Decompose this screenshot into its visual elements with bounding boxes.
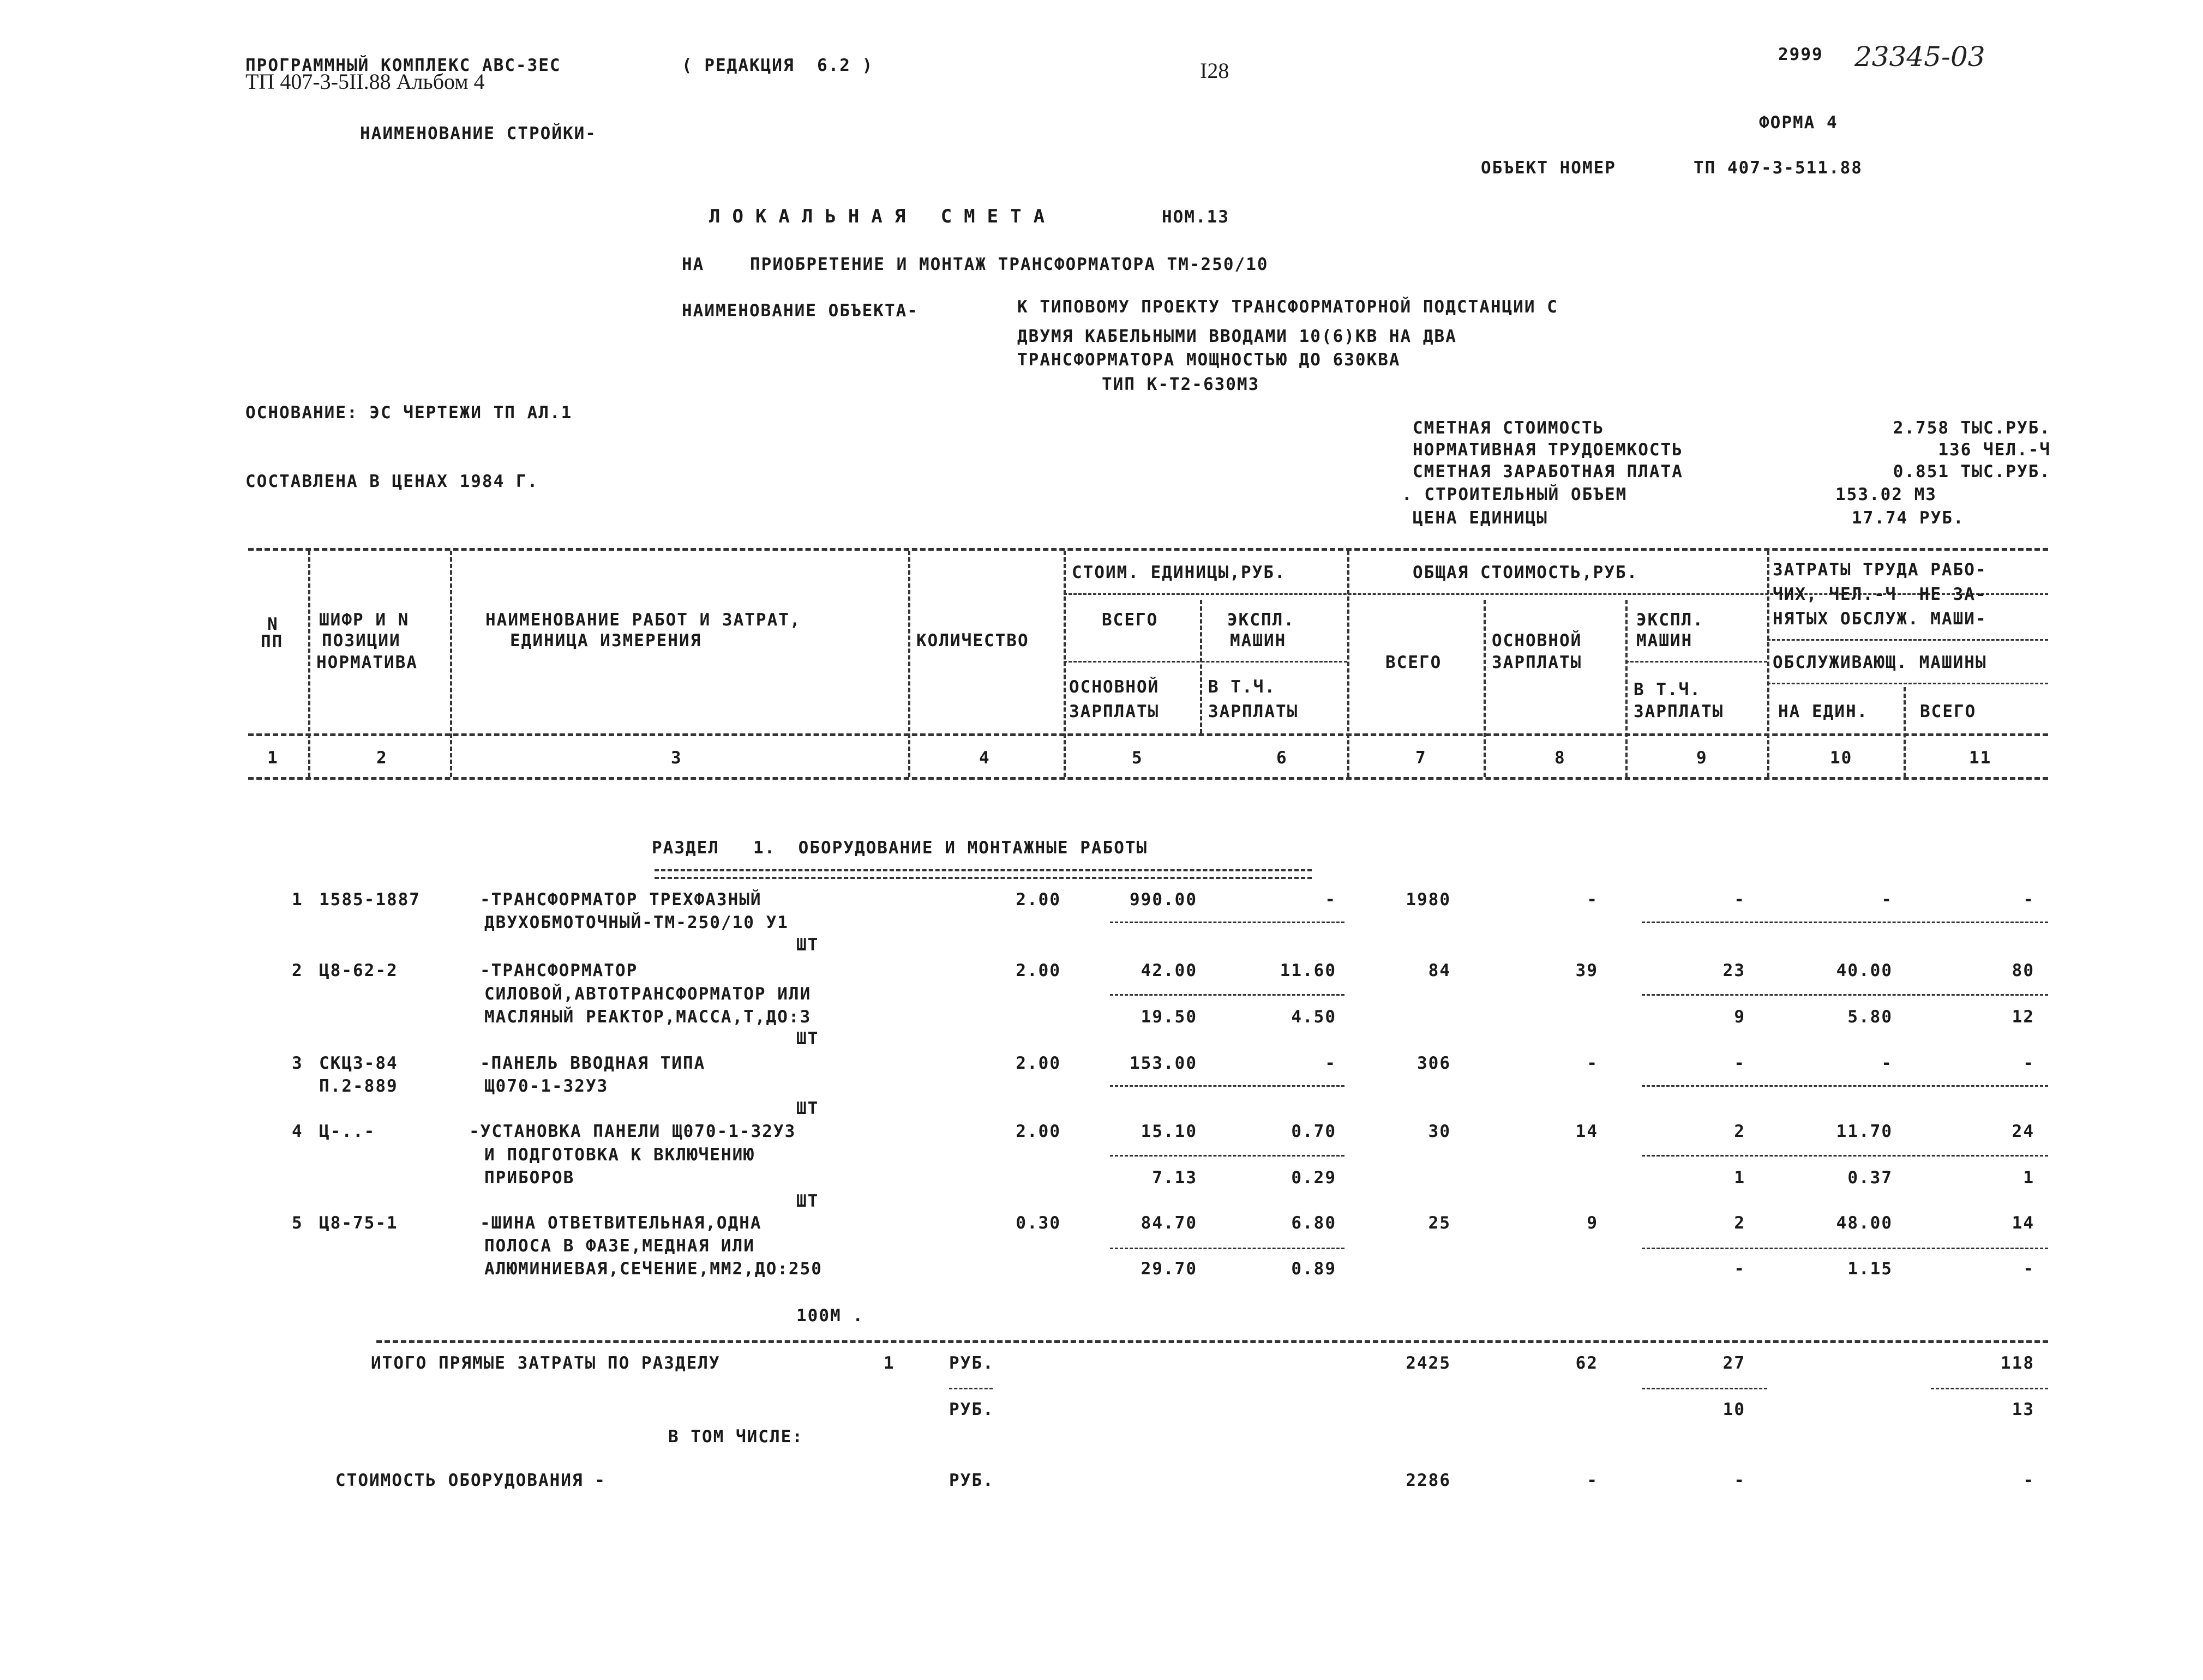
summary-label-4: . СТРОИТЕЛЬНЫЙ ОБЪЕМ xyxy=(1402,485,1628,504)
hdr-unit-cost-group: СТОИМ. ЕДИНИЦЫ,РУБ. xyxy=(1072,563,1286,582)
totals-subdivider xyxy=(949,1388,993,1389)
row-qty: 0.30 xyxy=(1016,1213,1061,1233)
row-name-line: -ШИНА ОТВЕТВИТЕЛЬНАЯ,ОДНА xyxy=(480,1213,762,1233)
row-total-mach-wage: 9 xyxy=(1734,1007,1745,1027)
table-numbers-bottom xyxy=(248,777,2048,780)
row-number: 5 xyxy=(292,1213,303,1233)
row-labor-unit: 40.00 xyxy=(1836,961,1893,980)
row-unit: ШТ xyxy=(796,935,819,955)
summary-value-2: 136 ЧЕЛ.-Ч xyxy=(1938,440,2051,460)
hdr-total-mach-wage-2: ЗАРПЛАТЫ xyxy=(1634,702,1724,721)
row-labor-unit: - xyxy=(1881,890,1893,910)
row-code: Ц-..- xyxy=(319,1122,376,1141)
row-subdivider xyxy=(1110,994,1344,996)
col-sep-7 xyxy=(1484,600,1486,777)
col-num-6: 6 xyxy=(1276,748,1288,768)
row-number: 4 xyxy=(292,1122,303,1141)
col-sep-8 xyxy=(1625,600,1628,777)
row-unit-total: 990.00 xyxy=(1130,890,1197,910)
hdr-code-2: ПОЗИЦИИ xyxy=(322,631,401,651)
row-labor-unit: 48.00 xyxy=(1836,1213,1893,1233)
hdr-total-mach-wage-1: В Т.Ч. xyxy=(1634,680,1701,700)
album-label: ТП 407-3-5II.88 Альбом 4 xyxy=(245,69,485,94)
row-code: Ц8-62-2 xyxy=(319,961,398,980)
equipment-cost-unit: РУБ. xyxy=(949,1471,994,1490)
summary-label-3: СМЕТНАЯ ЗАРАБОТНАЯ ПЛАТА xyxy=(1413,462,1683,481)
totals-label: ИТОГО ПРЯМЫЕ ЗАТРАТЫ ПО РАЗДЕЛУ xyxy=(371,1353,721,1373)
hdr-total-all: ВСЕГО xyxy=(1385,653,1442,672)
col-num-7: 7 xyxy=(1415,748,1427,768)
code-handwritten: 23345-03 xyxy=(1854,41,1985,73)
row-unit-total: 84.70 xyxy=(1140,1213,1197,1233)
row-name-line: ПОЛОСА В ФАЗЕ,МЕДНАЯ ИЛИ xyxy=(484,1236,755,1256)
row-labor-total-b: 12 xyxy=(2012,1007,2034,1027)
hdr-code-3: НОРМАТИВА xyxy=(316,653,418,672)
prices-line: СОСТАВЛЕНА В ЦЕНАХ 1984 Г. xyxy=(245,472,539,491)
summary-value-1: 2.758 ТЫС.РУБ. xyxy=(1893,418,2051,438)
totals-total-all: 2425 xyxy=(1406,1353,1451,1373)
form-label: ФОРМА 4 xyxy=(1759,113,1838,133)
col-num-3: 3 xyxy=(671,748,682,768)
row-total-all: 84 xyxy=(1428,961,1451,980)
totals-top-border xyxy=(376,1340,2048,1343)
row-subdivider xyxy=(1110,1248,1344,1249)
row-labor-total: 80 xyxy=(2012,961,2034,980)
hdr-total-mach-1: ЭКСПЛ. xyxy=(1636,610,1704,630)
summary-label-2: НОРМАТИВНАЯ ТРУДОЕМКОСТЬ xyxy=(1413,440,1683,460)
totals-total-wage: 62 xyxy=(1575,1353,1598,1373)
object-line-3: ТРАНСФОРМАТОРА МОЩНОСТЬЮ ДО 630КВА xyxy=(1017,350,1401,370)
object-line-4: ТИП К-Т2-630М3 xyxy=(1102,375,1260,394)
totals-labor-total-b: 13 xyxy=(2012,1400,2034,1419)
hdr-unit-incl-wage-2: ЗАРПЛАТЫ xyxy=(1208,702,1299,721)
row-unit-mach: 11.60 xyxy=(1280,961,1336,980)
summary-value-3: 0.851 ТЫС.РУБ. xyxy=(1893,462,2051,481)
row-subdivider xyxy=(1110,1155,1344,1157)
col-num-4: 4 xyxy=(979,748,991,768)
row-unit-mach: 0.70 xyxy=(1291,1122,1336,1141)
hdr-total-cost-group: ОБЩАЯ СТОИМОСТЬ,РУБ. xyxy=(1413,563,1638,582)
edition-label: ( РЕДАКЦИЯ 6.2 ) xyxy=(682,56,874,75)
row-unit-total: 153.00 xyxy=(1130,1053,1197,1073)
hdr-unit-total: ВСЕГО xyxy=(1102,610,1158,630)
row-unit-mach: - xyxy=(1325,1053,1336,1073)
row-total-all: 306 xyxy=(1417,1053,1451,1073)
construction-name-label: НАИМЕНОВАНИЕ СТРОЙКИ- xyxy=(360,124,597,143)
row-subdivider xyxy=(1642,994,2048,996)
summary-label-5: ЦЕНА ЕДИНИЦЫ xyxy=(1413,508,1548,528)
row-subdivider xyxy=(1642,922,2048,923)
summary-value-4: 153.02 М3 xyxy=(1835,485,1937,504)
object-number-value: ТП 407-3-511.88 xyxy=(1694,158,1863,178)
row-code-2: П.2-889 xyxy=(319,1076,398,1096)
row-total-mach: 2 xyxy=(1734,1213,1745,1233)
program-line: ПРОГРАММНЫЙ КОМПЛЕКС АВС-ЗЕС xyxy=(245,56,561,75)
labor-subdivider-2 xyxy=(1767,683,2048,684)
hdr-unit-mach-2: МАШИН xyxy=(1230,631,1287,651)
equipment-cost-wage: - xyxy=(1587,1471,1598,1490)
row-total-mach: - xyxy=(1734,890,1745,910)
hdr-unit-base-wage-2: ЗАРПЛАТЫ xyxy=(1069,702,1160,721)
totals-incl-label: В ТОМ ЧИСЛЕ: xyxy=(668,1427,803,1447)
row-unit-wage: 29.70 xyxy=(1140,1259,1197,1279)
col-sep-5 xyxy=(1200,600,1202,733)
col-num-9: 9 xyxy=(1696,748,1708,768)
col-num-1: 1 xyxy=(267,748,279,768)
row-unit-mach-wage: 0.89 xyxy=(1291,1259,1336,1279)
row-labor-unit: 11.70 xyxy=(1836,1122,1893,1141)
row-total-mach-wage: - xyxy=(1734,1259,1745,1279)
totals-subdivider xyxy=(1931,1388,2048,1389)
hdr-n: N xyxy=(267,615,279,634)
row-unit-wage: 19.50 xyxy=(1140,1007,1197,1027)
basis-line: ОСНОВАНИЕ: ЭС ЧЕРТЕЖИ ТП АЛ.1 xyxy=(245,403,573,423)
labor-subdivider-1 xyxy=(1767,639,2048,641)
row-labor-unit: - xyxy=(1881,1053,1893,1073)
row-total-wage: 14 xyxy=(1575,1122,1598,1141)
row-total-mach: 23 xyxy=(1722,961,1745,980)
row-subdivider xyxy=(1110,922,1344,923)
row-name-line: МАСЛЯНЫЙ РЕАКТОР,МАССА,Т,ДО:3 xyxy=(484,1007,812,1027)
mach-subdivider xyxy=(1625,661,1767,663)
row-subdivider xyxy=(1110,1085,1344,1087)
row-unit-mach: - xyxy=(1325,890,1336,910)
row-name-line: -ТРАНСФОРМАТОР xyxy=(480,961,638,980)
totals-labor-total: 118 xyxy=(2001,1353,2034,1373)
col-sep-4 xyxy=(1064,551,1066,777)
hdr-labor-3: НЯТЫХ ОБСЛУЖ. МАШИ- xyxy=(1773,609,1987,629)
totals-total-mach: 27 xyxy=(1722,1353,1745,1373)
row-unit-wage: 7.13 xyxy=(1152,1168,1197,1188)
hdr-unit-base-wage-1: ОСНОВНОЙ xyxy=(1069,677,1160,697)
row-total-wage: 9 xyxy=(1587,1213,1598,1233)
row-labor-unit-b: 0.37 xyxy=(1847,1168,1893,1188)
subject-prefix: НА xyxy=(682,255,705,274)
row-subdivider xyxy=(1642,1085,2048,1087)
row-code: Ц8-75-1 xyxy=(319,1213,398,1233)
row-name-line: АЛЮМИНИЕВАЯ,СЕЧЕНИЕ,ММ2,ДО:250 xyxy=(484,1259,823,1279)
row-total-all: 25 xyxy=(1428,1213,1451,1233)
document-title: ЛОКАЛЬНАЯ СМЕТА xyxy=(709,206,1057,227)
row-total-wage: - xyxy=(1587,890,1598,910)
col-num-5: 5 xyxy=(1132,748,1143,768)
totals-subdivider xyxy=(1642,1388,1767,1389)
row-labor-total: 24 xyxy=(2012,1122,2034,1141)
row-unit-mach-wage: 4.50 xyxy=(1291,1007,1336,1027)
row-name-line: ДВУХОБМОТОЧНЫЙ-ТМ-250/10 У1 xyxy=(484,913,789,932)
row-qty: 2.00 xyxy=(1016,1122,1061,1141)
row-total-wage: - xyxy=(1587,1053,1598,1073)
totals-unit-1: РУБ. xyxy=(949,1353,994,1373)
row-subdivider xyxy=(1642,1155,2048,1157)
row-name-line: ПРИБОРОВ xyxy=(484,1168,575,1188)
row-number: 2 xyxy=(292,961,303,980)
row-labor-total: - xyxy=(2023,890,2034,910)
totals-unit-2: РУБ. xyxy=(949,1400,994,1419)
totals-section-no: 1 xyxy=(884,1353,895,1373)
row-name-line: Щ070-1-32У3 xyxy=(484,1076,609,1096)
row-labor-total-b: - xyxy=(2023,1259,2034,1279)
row-code: 1585-1887 xyxy=(319,890,421,910)
equipment-cost-labor: - xyxy=(2023,1471,2034,1490)
row-total-wage: 39 xyxy=(1575,961,1598,980)
row-name-line: И ПОДГОТОВКА К ВКЛЮЧЕНИЮ xyxy=(484,1145,755,1165)
unit-cost-subdivider xyxy=(1064,661,1347,663)
object-line-2: ДВУМЯ КАБЕЛЬНЫМИ ВВОДАМИ 10(6)КВ НА ДВА xyxy=(1017,327,1457,346)
row-name-line: -ПАНЕЛЬ ВВОДНАЯ ТИПА xyxy=(480,1053,706,1073)
hdr-qty: КОЛИЧЕСТВО xyxy=(916,631,1029,651)
row-unit: ШТ xyxy=(796,1191,819,1211)
hdr-pp: ПП xyxy=(261,632,284,652)
row-unit-mach-wage: 0.29 xyxy=(1291,1168,1336,1188)
equipment-cost-mach: - xyxy=(1734,1471,1745,1490)
hdr-labor-sub: ОБСЛУЖИВАЮЩ. МАШИНЫ xyxy=(1773,653,1987,672)
row-name-line: -УСТАНОВКА ПАНЕЛИ Щ070-1-32У3 xyxy=(469,1122,796,1141)
row-name-line: СИЛОВОЙ,АВТОТРАНСФОРМАТОР ИЛИ xyxy=(484,984,812,1004)
hdr-labor-1: ЗАТРАТЫ ТРУДА РАБО- xyxy=(1773,560,1987,580)
col-sep-6 xyxy=(1347,551,1349,777)
hdr-name-2: ЕДИНИЦА ИЗМЕРЕНИЯ xyxy=(510,631,702,651)
totals-total-mach-wage: 10 xyxy=(1722,1400,1745,1419)
row-unit-total: 42.00 xyxy=(1140,961,1197,980)
row-name-line: -ТРАНСФОРМАТОР ТРЕХФАЗНЫЙ xyxy=(480,890,762,910)
hdr-labor-per-unit: НА ЕДИН. xyxy=(1778,702,1869,721)
row-total-mach: - xyxy=(1734,1053,1745,1073)
hdr-unit-mach-1: ЭКСПЛ. xyxy=(1227,610,1295,630)
row-labor-total: - xyxy=(2023,1053,2034,1073)
hdr-total-base-wage-2: ЗАРПЛАТЫ xyxy=(1492,653,1582,672)
object-number-label: ОБЪЕКТ НОМЕР xyxy=(1481,158,1616,178)
row-number: 3 xyxy=(292,1053,303,1073)
row-total-all: 30 xyxy=(1428,1122,1451,1141)
row-labor-total-b: 1 xyxy=(2023,1168,2034,1188)
row-labor-unit-b: 1.15 xyxy=(1847,1259,1893,1279)
section-title: РАЗДЕЛ 1. ОБОРУДОВАНИЕ И МОНТАЖНЫЕ РАБОТЫ xyxy=(652,838,1148,858)
row-total-all: 1980 xyxy=(1406,890,1451,910)
summary-label-1: СМЕТНАЯ СТОИМОСТЬ xyxy=(1413,418,1605,438)
hdr-unit-incl-wage-1: В Т.Ч. xyxy=(1208,677,1276,697)
col-sep-1 xyxy=(308,551,310,777)
summary-value-5: 17.74 РУБ. xyxy=(1852,508,1965,528)
row-labor-total: 14 xyxy=(2012,1213,2034,1233)
col-num-11: 11 xyxy=(1969,748,1992,768)
equipment-cost-total: 2286 xyxy=(1406,1471,1451,1490)
object-label: НАИМЕНОВАНИЕ ОБЪЕКТА- xyxy=(682,301,919,321)
row-unit-total: 15.10 xyxy=(1140,1122,1197,1141)
hdr-total-mach-2: МАШИН xyxy=(1636,631,1693,651)
row-number: 1 xyxy=(292,890,303,910)
row-unit-mach: 6.80 xyxy=(1291,1213,1336,1233)
row-qty: 2.00 xyxy=(1016,1053,1061,1073)
hdr-labor-total: ВСЕГО xyxy=(1920,702,1977,721)
hdr-name-1: НАИМЕНОВАНИЕ РАБОТ И ЗАТРАТ, xyxy=(485,610,801,630)
hdr-total-base-wage-1: ОСНОВНОЙ xyxy=(1492,631,1582,651)
row-unit: ШТ xyxy=(796,1029,819,1049)
object-line-1: К ТИПОВОМУ ПРОЕКТУ ТРАНСФОРМАТОРНОЙ ПОДСТАНЦИИ С xyxy=(1017,297,1558,317)
table-header-bottom xyxy=(248,733,2048,736)
row-total-mach-wage: 1 xyxy=(1734,1168,1745,1188)
code-typed: 2999 xyxy=(1778,45,1823,64)
row-unit: ШТ xyxy=(796,1099,819,1118)
col-sep-9 xyxy=(1767,551,1769,777)
col-sep-10 xyxy=(1904,687,1906,777)
row-subdivider xyxy=(1642,1248,2048,1249)
hdr-code-1: ШИФР И N xyxy=(319,610,410,630)
subject-text: ПРИОБРЕТЕНИЕ И МОНТАЖ ТРАНСФОРМАТОРА ТМ-250/10 xyxy=(750,255,1269,274)
equipment-cost-label: СТОИМОСТЬ ОБОРУДОВАНИЯ - xyxy=(335,1471,606,1490)
row-qty: 2.00 xyxy=(1016,890,1061,910)
row-code: СКЦЗ-84 xyxy=(319,1053,398,1073)
page-number: I28 xyxy=(1200,58,1229,83)
row-unit: 100М . xyxy=(796,1306,864,1326)
col-sep-3 xyxy=(908,551,910,777)
section-underline xyxy=(655,869,1312,879)
row-qty: 2.00 xyxy=(1016,961,1061,980)
estimate-number: НОМ.13 xyxy=(1162,207,1229,227)
table-top-border xyxy=(248,548,2048,551)
row-labor-unit-b: 5.80 xyxy=(1847,1007,1893,1027)
hdr-labor-2: ЧИХ, ЧЕЛ.-Ч НЕ ЗА- xyxy=(1773,585,1987,604)
col-sep-2 xyxy=(450,551,452,777)
row-total-mach: 2 xyxy=(1734,1122,1745,1141)
col-num-8: 8 xyxy=(1554,748,1566,768)
col-num-10: 10 xyxy=(1830,748,1853,768)
col-num-2: 2 xyxy=(376,748,388,768)
